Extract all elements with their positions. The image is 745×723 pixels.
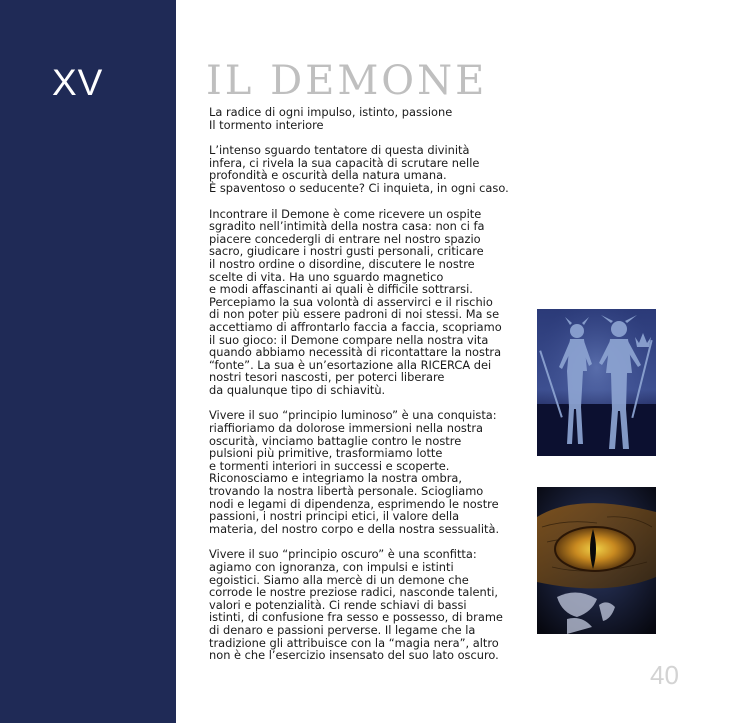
chapter-number: XV xyxy=(52,62,104,103)
text-line: agiamo con ignoranza, con impulsi e istinti xyxy=(209,560,454,574)
text-line: riaffioriamo da dolorose immersioni nella nostra xyxy=(209,421,483,436)
text-line: valori e potenzialità. Ci rende schiavi di bassi xyxy=(209,597,467,612)
text-line: L’intenso sguardo tentatore di questa divinità xyxy=(209,143,470,158)
text-line: tradizione gli attribuisce con la “magia nera”, altro xyxy=(209,635,499,650)
text-line: Il tormento interiore xyxy=(209,117,324,132)
text-line: da qualunque tipo di schiavitù. xyxy=(209,382,386,397)
text-line: nodi e legami di dipendenza, esprimendo le nostre xyxy=(209,496,499,511)
reptile-eye-image xyxy=(537,487,656,634)
paragraph xyxy=(209,106,509,131)
text-line: quando abbiamo necessità di ricontattare la nostra xyxy=(209,345,502,360)
text-line: Vivere il suo “principio oscuro” è una sconfitta: xyxy=(209,547,477,562)
text-line: infera, ci rivela la sua capacità di scrutare nelle xyxy=(209,155,480,170)
text-line: È spaventoso o seducente? Ci inquieta, in ogni caso. xyxy=(209,180,509,195)
text-line: passioni, i nostri principi etici, il valore della xyxy=(209,509,460,524)
text-line: “fonte”. La sua è un’esortazione alla RICERCA dei xyxy=(209,357,492,372)
text-line: Vivere il suo “principio luminoso” è una conquista: xyxy=(209,408,497,423)
chapter-sidebar xyxy=(0,0,176,723)
text-line: accettiamo di affrontarlo faccia a faccia, scopriamo xyxy=(209,319,502,334)
page-number: 40 xyxy=(650,660,679,690)
body-text xyxy=(209,106,509,675)
page-title: IL DEMONE xyxy=(206,58,488,104)
text-line: piacere concedergli di entrare nel nostro spazio xyxy=(209,231,481,246)
reptile-eye-illustration xyxy=(537,487,656,634)
text-line: pulsioni più primitive, trasformiamo lotte xyxy=(209,446,443,461)
text-line: scelte di vita. Ha uno sguardo magnetico xyxy=(209,269,444,284)
text-line: di non poter più essere padroni di noi stessi. Ma se xyxy=(209,307,500,322)
paragraph xyxy=(209,409,509,535)
demons-silhouette-illustration xyxy=(537,309,656,456)
text-line: il suo gioco: il Demone compare nella nostra vita xyxy=(209,332,489,347)
text-line: trovando la nostra libertà personale. Sciogliamo xyxy=(209,484,484,499)
text-line: Incontrare il Demone è come ricevere un ospite xyxy=(209,206,482,221)
text-line: sacro, giudicare i nostri gusti personali, criticare xyxy=(209,244,484,259)
paragraph xyxy=(209,144,509,194)
text-line: istinti, di confusione fra sesso e possesso, di brame xyxy=(209,610,503,625)
text-line: e tormenti interiori in successi e scoperte. xyxy=(209,458,450,473)
text-line: La radice di ogni impulso, istinto, passione xyxy=(209,105,453,119)
demons-silhouette-image xyxy=(537,309,656,456)
text-line: nostri tesori nascosti, per poterci liberare xyxy=(209,370,445,385)
text-line: non è che l’esercizio insensato del suo lato oscuro. xyxy=(209,648,499,663)
text-line: corrode le nostre preziose radici, nasconde talenti, xyxy=(209,585,499,600)
paragraph xyxy=(209,548,509,661)
text-line: di denaro e passioni perverse. Il legame che la xyxy=(209,622,476,637)
paragraph xyxy=(209,208,509,397)
text-line: profondità e oscurità della natura umana. xyxy=(209,168,447,183)
text-line: il nostro ordine o disordine, discutere le nostre xyxy=(209,256,475,271)
text-line: Percepiamo la sua volontà di asservirci e il rischio xyxy=(209,294,493,309)
text-line: egoistici. Siamo alla mercè di un demone che xyxy=(209,572,469,587)
text-line: Riconosciamo e integriamo la nostra ombra, xyxy=(209,471,462,486)
text-line: e modi affascinanti ai quali è difficile sottrarsi. xyxy=(209,282,473,297)
text-line: oscurità, vinciamo battaglie contro le nostre xyxy=(209,433,462,448)
text-line: materia, del nostro corpo e della nostra sessualità. xyxy=(209,521,500,536)
text-line: sgradito nell’intimità della nostra casa: non ci fa xyxy=(209,219,485,234)
